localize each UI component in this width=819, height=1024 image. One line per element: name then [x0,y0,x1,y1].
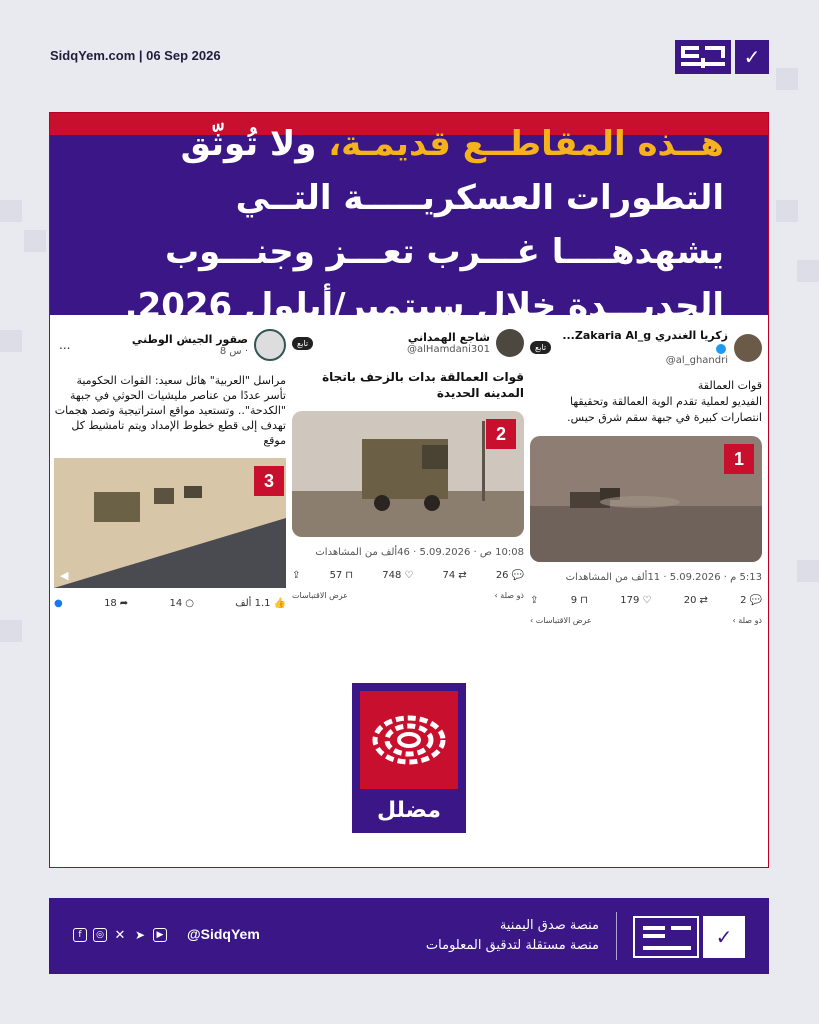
bg-pixel [797,560,819,582]
source-logo [352,683,466,833]
swirl-icon [369,710,449,770]
post-video[interactable] [54,458,286,588]
post-header [54,329,286,361]
avatar[interactable] [734,334,762,362]
headline-text: ولا تُوثّق التطورات العسكريـــــة التــي يشهدهــــا غـــرب تعـــز وجنـــوب الحديـــدة خلال سبتمبر/أيلول 2026. [124,124,724,326]
post-card-2[interactable] [292,315,524,675]
footer-logo [633,916,745,958]
post-header [530,329,762,366]
view-quotes-link[interactable]: عرض الاقتباسات › [530,616,592,625]
post-header [292,329,524,357]
reply-button[interactable]: 💬 2 [740,595,762,606]
related-link[interactable]: ذو صلة › [732,616,762,625]
repost-icon: ⇄ [458,570,467,581]
post-text: قوات العمالقة الفيديو لعملية تقدم الوية العمالقة وتحقيقها انتصارات كبيرة في جبهة سقم شرق حيس. [567,379,762,424]
telegram-icon[interactable]: ➤ [134,928,146,942]
post-time: 8 س · [219,346,248,357]
thumbs-up-icon: 👍 [273,598,286,609]
share-icon: ⇪ [292,570,301,581]
heart-icon: ♡ [642,595,652,606]
post-links [292,591,524,600]
user-name[interactable]: شاجع الهمداني [407,331,490,344]
repost-button[interactable]: ⇄ 20 [683,595,708,606]
site-date: SidqYem.com | 06 Sep 2026 [50,48,221,63]
page-name[interactable]: صقور الجيش الوطني [131,333,248,346]
comment-button[interactable]: ○ 14 [169,598,194,609]
bookmark-icon: ⊓ [345,570,354,581]
share-button[interactable] [292,570,300,581]
avatar[interactable] [496,329,524,357]
like-button[interactable]: 👍 1.1 ألف [235,598,286,609]
related-link[interactable]: ذو صلة › [494,591,524,600]
share-button[interactable]: ➦ 18 [104,598,129,609]
post-text: مراسل "العربية" هائل سعيد: القوات الحكومية تأسر عددًا من عناصر مليشيات الحوثي في جبهة "الكدحة".. وتستعيد مواقع استراتيجية وتصد هجمات تهدف إلى قطع خطوط الإمداد ويتم تامشيط كل موقع [54,374,286,447]
post-meta: 10:08 ص · 5.09.2026 · 46ألف من المشاهدات [315,547,524,558]
posts-row [50,315,768,675]
headline [94,117,724,333]
sidq-wordmark-icon [675,40,731,74]
check-icon: ✓ [703,916,745,958]
post-video[interactable] [292,411,524,537]
platform-name: منصة صدق اليمنية [499,918,599,933]
post-number-badge: 3 [254,466,284,496]
social-links [73,928,167,942]
brand-logo [675,40,769,74]
user-handle[interactable]: @alHamdani301 [407,344,490,355]
post-number-badge: 2 [486,419,516,449]
reply-button[interactable]: 💬 26 [495,570,524,581]
post-stats [54,598,286,609]
share-icon: ⇪ [530,595,539,606]
repost-icon: ⇄ [699,595,708,606]
like-button[interactable]: ♡ 179 [620,595,652,606]
bg-pixel [0,330,22,352]
avatar[interactable] [254,329,286,361]
post-meta: 5:13 م · 5.09.2026 · 11ألف من المشاهدات [565,572,762,583]
video-frame [54,458,286,588]
source-verdict-label: مضلل [377,798,441,823]
x-icon[interactable]: ✕ [114,927,126,943]
bg-pixel [776,200,798,222]
post-number-badge: 1 [724,444,754,474]
headline-highlight: هــذه المقاطــع قديمـة، [328,124,724,164]
sidq-wordmark-icon [633,916,699,958]
post-video[interactable] [530,436,762,562]
reply-icon: 💬 [511,570,524,581]
user-name[interactable]: زكريا الغندري Zakaria Al_g... [557,329,728,355]
view-quotes-link[interactable]: عرض الاقتباسات [292,591,348,600]
footer [49,898,769,974]
bg-pixel [797,260,819,282]
facebook-icon[interactable]: f [73,928,87,942]
check-icon: ✓ [735,40,769,74]
repost-button[interactable]: ⇄ 74 [442,570,467,581]
reaction-icon: ● [54,598,63,609]
bookmark-icon: ⊓ [580,595,588,606]
bg-pixel [0,200,22,222]
instagram-icon[interactable]: ◎ [93,928,107,942]
bg-pixel [776,68,798,90]
follow-button[interactable]: تابع [530,341,551,354]
bg-pixel [0,620,22,642]
comment-icon: ○ [185,598,194,609]
heart-icon: ♡ [404,570,414,581]
post-card-3[interactable] [54,315,286,675]
footer-divider [616,912,617,960]
bookmark-button[interactable]: ⊓ 9 [570,595,588,606]
follow-button[interactable]: تابع [292,337,313,350]
headline-banner [50,124,768,326]
more-options-button[interactable]: ... [59,338,71,352]
bookmark-button[interactable]: ⊓ 57 [329,570,354,581]
social-handle[interactable]: @SidqYem [187,926,260,942]
post-card-1[interactable] [530,315,762,675]
mute-icon[interactable]: ◀ [60,569,69,582]
verified-icon [716,344,726,354]
footer-text [426,916,599,956]
post-text: قوات العمالقة بدات بالزحف باتجاة المدينه الحديدة [322,370,524,400]
user-handle[interactable]: @al_ghandri [665,355,728,366]
post-stats [292,570,524,581]
post-links [530,616,762,625]
share-button[interactable] [530,595,538,606]
platform-tagline: منصة مستقلة لتدقيق المعلومات [425,938,599,953]
bg-pixel [24,230,46,252]
like-button[interactable]: ♡ 748 [382,570,414,581]
post-stats [530,595,762,606]
source-logo-mark [360,691,458,789]
share-icon: ➦ [119,598,129,609]
youtube-icon[interactable]: ▶ [153,928,167,942]
reply-icon: 💬 [749,595,762,606]
